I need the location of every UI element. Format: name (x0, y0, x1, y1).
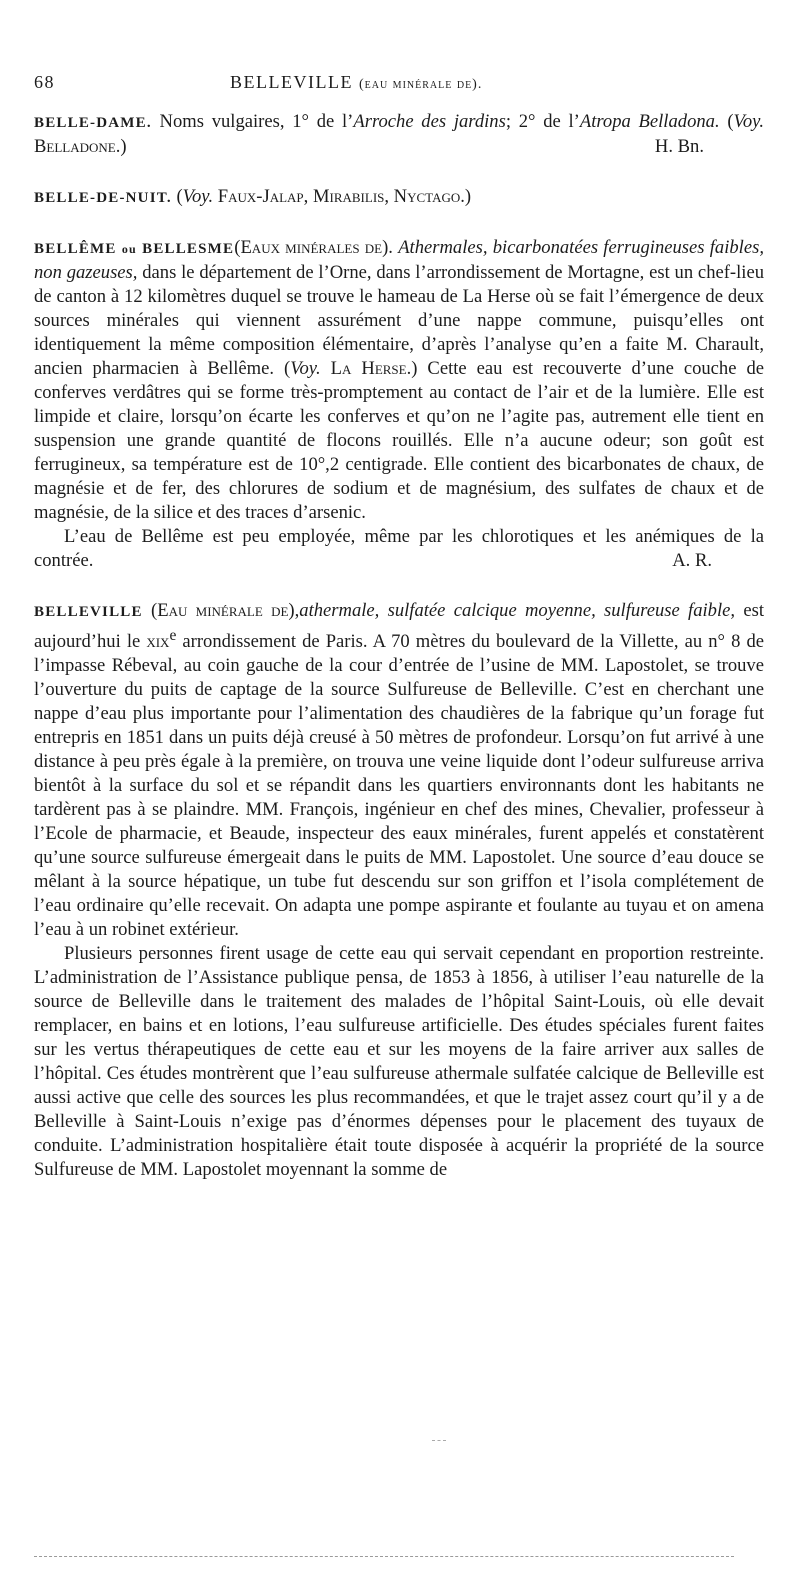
headword: BELLEVILLE (34, 604, 143, 620)
entry-text: ( (719, 111, 734, 132)
italic-term: Arroche des jardins (353, 111, 506, 132)
entry-text: ( (176, 186, 183, 207)
headword: BELLE-DE-NUIT. (34, 190, 172, 206)
entry-belle-de-nuit (34, 185, 764, 210)
entry-belleville (34, 599, 764, 1182)
entry-text: Noms vulgaires, 1° de l’ (159, 111, 354, 132)
cross-reference: Faux-Jalap, Mirabilis, Nyctago. (217, 186, 465, 207)
headword-paren: (Eaux minérales de). (234, 237, 393, 258)
running-title (230, 72, 482, 93)
italic-term: athermale, sulfatée calcique moyenne, sulfureuse faible, (299, 600, 736, 621)
entry-belle-dame (34, 110, 764, 159)
footer-rule (34, 1556, 734, 1557)
page-number: 68 (34, 72, 55, 92)
superscript: e (169, 627, 177, 644)
entry-paragraph (34, 599, 764, 942)
author-signature: H. Bn. (654, 136, 704, 157)
entry-belleme (34, 236, 764, 573)
headword: BELLÊME (34, 241, 117, 257)
headword-paren: (Eau minérale de), (151, 600, 300, 621)
entry-text: est aujourd’hui le (34, 600, 764, 653)
entry-paragraph (34, 525, 764, 573)
entry-text: arrondissement de Paris. A 70 mètres du boulevard de la Villette, au n° 8 de l’impasse Rébeval, au coin gauche de la cour d’entrée de l’usine de MM. Lapostolet, se trouve l’ouverture du puits de captage de la source Sulfureuse de Belleville. C’est en cherchant une nappe d’eau plus importante pour l’alimentation des chaudières de la fabrique qu’un forage fut entrepris en 1851 dans un puits déjà creusé à 50 mètres de profondeur. Lorsqu’on fut arrivé à une distance à peu près égale à la première, on trouva une veine liquide dont l’odeur sulfureuse arriva bientôt à la surface du sol et se répandit dans les quartiers environnants dont les habitants ne tardèrent pas à se plaindre. MM. François, ingénieur en chef des mines, Chevalier, professeur à l’Ecole de pharmacie, et Beaude, inspecteur des eaux minérales, furent appelés et constatèrent qu’une source sulfureuse émergeait dans le puits de MM. Lapostolet. Une source d’eau douce se mêlant à la source hépatique, un tube fut descendu sur son griffon et l’isola complétement de l’eau ordinaire qu’elle recevait. On adapta une pompe aspirante et foulante au tuyau et on amena l’eau à un robinet extérieur. (34, 631, 764, 941)
italic-term: Athermales, bicarbonatées ferrugineuses faibles, non gazeuses, (34, 237, 764, 283)
page-body (34, 110, 764, 1208)
entry-text: L’eau de Bellême est peu employée, même par les chlorotiques et les anémiques de la contrée. (34, 526, 764, 571)
entry-paragraph (34, 942, 764, 1182)
italic-term: Atropa Belladona. (579, 111, 720, 132)
author-signature: A. R. (672, 550, 712, 571)
see-also-label: Voy. (733, 111, 764, 132)
entry-paragraph (34, 110, 764, 159)
roman-numeral: xix (146, 631, 170, 653)
entry-text: ) Cette eau est recouverte d’une couche de conferves verdâtres qui se forme très-promptement au contact de l’air et de la lumière. Elle est limpide et claire, lorsqu’on écarte les conferves et qu’on ne l’agite pas, autrement elle tient en suspension une grande quantité de flocons rouillés. Elle n’a aucune odeur; son goût est ferrugineux, sa température est de 10°,2 centigrade. Elle contient des bicarbonates de chaux, de magnésie et de fer, des chlorures de sodium et de magnésium, des sulfates de chaux et de magnésie, de la silice et des traces d’arsenic. (34, 358, 764, 523)
headword: BELLE-DAME. (34, 115, 152, 131)
entry-text: dans le département de l’Orne, dans l’arrondissement de Mortagne, est un chef-lieu de canton à 12 kilomètres duquel se trouve le hameau de La Herse où se fait l’émergence de deux sources minérales qui viennent assurément d’une nappe commune, puisqu’elles ont identiquement la même composition élémentaire, d’après l’analyse qu’en a faite M. Charault, ancien pharmacien à Bellême. ( (34, 262, 765, 379)
entry-text: Plusieurs personnes firent usage de cette eau qui servait cependant en proportion restreinte. L’administration de l’Assistance publique pensa, de 1853 à 1856, à utiliser l’eau naturelle de la source de Belleville dans le traitement des malades de l’hôpital Saint-Louis, où elle devait remplacer, en bains et en lotions, l’eau sulfureuse artificielle. Des études spéciales furent faites sur les vertus thérapeutiques de cette eau et sur les moyens de la faire arriver aux salles de l’hôpital. Ces études montrèrent que l’eau sulfureuse athermale sulfatée calcique de Belleville est aussi active que celle des sources les plus recommandées, et que le trajet assez court qu’il y a de Belleville à Saint-Louis n’exige pas d’énormes dépenses pour le placement des tuyaux de conduite. L’administration hospitalière était toute disposée à acquérir la propriété de la source Sulfureuse de MM. Lapostolet moyennant la somme de (34, 943, 764, 1181)
cross-reference: Belladone. (34, 136, 121, 157)
running-header (34, 72, 764, 98)
scan-mark (432, 1440, 446, 1441)
see-also-label: Voy. (290, 358, 321, 379)
running-title-main: BELLEVILLE (230, 72, 353, 92)
running-title-paren: (eau minérale de). (358, 77, 483, 92)
entry-paragraph (34, 185, 764, 210)
headword-variant: BELLESME (142, 241, 235, 257)
headword-connector: ou (121, 242, 137, 256)
entry-paragraph (34, 236, 764, 525)
entry-text: ) (464, 186, 472, 207)
entry-text: ; 2° de l’ (505, 111, 580, 132)
cross-reference: La Herse. (330, 358, 412, 379)
see-also-label: Voy. (182, 186, 214, 207)
entry-text: ) (120, 136, 127, 157)
